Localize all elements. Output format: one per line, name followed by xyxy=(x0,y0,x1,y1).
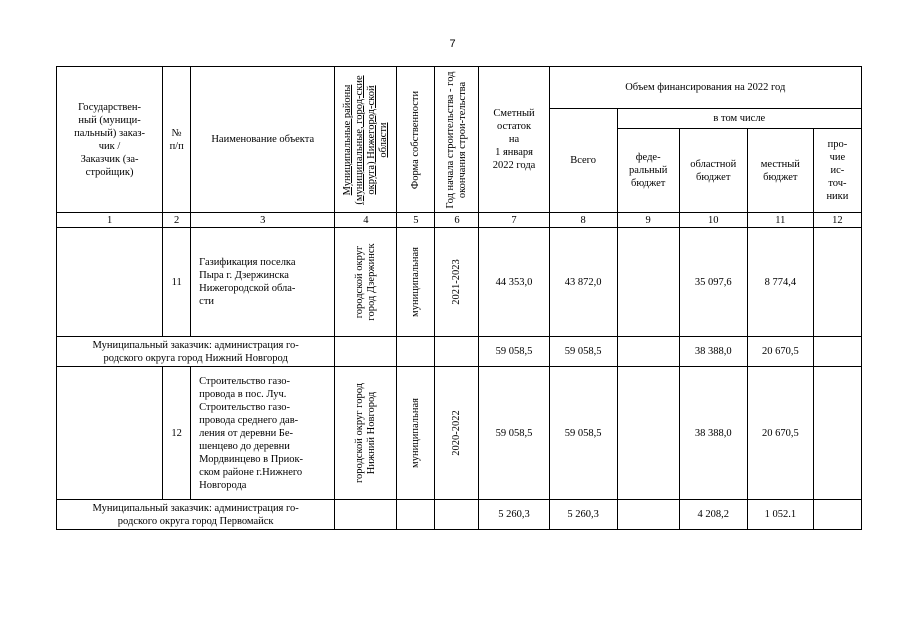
local-value: 1 052.1 xyxy=(747,500,813,530)
federal-value xyxy=(617,500,679,530)
column-number: 2 xyxy=(163,213,191,228)
header-object-name: Наименование объекта xyxy=(191,67,335,213)
empty-cell xyxy=(397,337,435,367)
estimated-value: 59 058,5 xyxy=(479,367,549,500)
other-value xyxy=(813,500,861,530)
header-years-text: Год начала строительства - год окончания строи-тельства xyxy=(444,70,468,209)
object-name: Газификация поселка Пыра г. Дзержинска Нижегородской обла- сти xyxy=(191,228,335,337)
ownership-text: муниципальная xyxy=(409,398,421,468)
regional-value: 35 097,6 xyxy=(679,228,747,337)
federal-value xyxy=(617,228,679,337)
header-federal: феде- ральный бюджет xyxy=(617,129,679,213)
column-number: 3 xyxy=(191,213,335,228)
column-number: 6 xyxy=(435,213,479,228)
total-value: 5 260,3 xyxy=(549,500,617,530)
table-row xyxy=(57,228,862,337)
other-value xyxy=(813,228,861,337)
header-district xyxy=(335,67,397,213)
district-cell xyxy=(335,367,397,500)
customer-row xyxy=(57,337,862,367)
local-value: 8 774,4 xyxy=(747,228,813,337)
table-row xyxy=(57,367,862,500)
district-cell xyxy=(335,228,397,337)
financing-table xyxy=(56,66,862,530)
empty-cell xyxy=(397,500,435,530)
column-number: 1 xyxy=(57,213,163,228)
ownership-text: муниципальная xyxy=(409,247,421,317)
customer-row xyxy=(57,500,862,530)
customer-name: Муниципальный заказчик: администрация го- родского округа город Первомайск xyxy=(57,500,335,530)
column-number: 4 xyxy=(335,213,397,228)
object-name: Строительство газо- провода в пос. Луч. Строительство газо- провода среднего дав- ления от деревни Бе- шенцево до деревни Мордвинцево в Приок- ском районе г.Нижнего Новгорода xyxy=(191,367,335,500)
customer-cell xyxy=(57,228,163,337)
column-number: 9 xyxy=(617,213,679,228)
empty-cell xyxy=(435,337,479,367)
header-district-text: Муниципальные районы (муниципальные, город-ские округа) Нижегород-ской области xyxy=(341,74,389,205)
district-text: городской округ город Дзержинск xyxy=(353,243,377,321)
estimated-value: 59 058,5 xyxy=(479,337,549,367)
page-number: 7 xyxy=(449,38,456,50)
header-financing: Объем финансирования на 2022 год xyxy=(549,67,861,109)
total-value: 43 872,0 xyxy=(549,228,617,337)
header-including: в том числе xyxy=(617,109,861,129)
regional-value: 4 208,2 xyxy=(679,500,747,530)
empty-cell xyxy=(335,337,397,367)
header-customer: Государствен- ный (муници- пальный) заказ- чик / Заказчик (за- стройщик) xyxy=(57,67,163,213)
header-ownership xyxy=(397,67,435,213)
column-number: 5 xyxy=(397,213,435,228)
header-row-1 xyxy=(57,67,862,109)
header-regional: областной бюджет xyxy=(679,129,747,213)
federal-value xyxy=(617,337,679,367)
local-value: 20 670,5 xyxy=(747,367,813,500)
empty-cell xyxy=(335,500,397,530)
column-number: 11 xyxy=(747,213,813,228)
column-number: 10 xyxy=(679,213,747,228)
years-cell xyxy=(435,367,479,500)
header-other: про- чие ис- точ- ники xyxy=(813,129,861,213)
column-numbers-row xyxy=(57,213,862,228)
regional-value: 38 388,0 xyxy=(679,367,747,500)
customer-name: Муниципальный заказчик: администрация го- родского округа город Нижний Новгород xyxy=(57,337,335,367)
row-number: 12 xyxy=(163,367,191,500)
customer-cell xyxy=(57,367,163,500)
header-number: № п/п xyxy=(163,67,191,213)
federal-value xyxy=(617,367,679,500)
total-value: 59 058,5 xyxy=(549,337,617,367)
header-local: местный бюджет xyxy=(747,129,813,213)
years-text: 2020-2022 xyxy=(450,410,462,456)
header-total: Всего xyxy=(549,109,617,213)
local-value: 20 670,5 xyxy=(747,337,813,367)
years-cell xyxy=(435,228,479,337)
row-number: 11 xyxy=(163,228,191,337)
ownership-cell xyxy=(397,367,435,500)
header-ownership-text: Форма собственности xyxy=(409,90,421,189)
estimated-value: 5 260,3 xyxy=(479,500,549,530)
district-text: городской округ город Нижний Новгород xyxy=(353,382,377,484)
estimated-value: 44 353,0 xyxy=(479,228,549,337)
other-value xyxy=(813,337,861,367)
ownership-cell xyxy=(397,228,435,337)
regional-value: 38 388,0 xyxy=(679,337,747,367)
years-text: 2021-2023 xyxy=(450,259,462,305)
column-number: 7 xyxy=(479,213,549,228)
empty-cell xyxy=(435,500,479,530)
other-value xyxy=(813,367,861,500)
column-number: 12 xyxy=(813,213,861,228)
header-years xyxy=(435,67,479,213)
total-value: 59 058,5 xyxy=(549,367,617,500)
column-number: 8 xyxy=(549,213,617,228)
header-estimated-balance: Сметный остаток на 1 января 2022 года xyxy=(479,67,549,213)
